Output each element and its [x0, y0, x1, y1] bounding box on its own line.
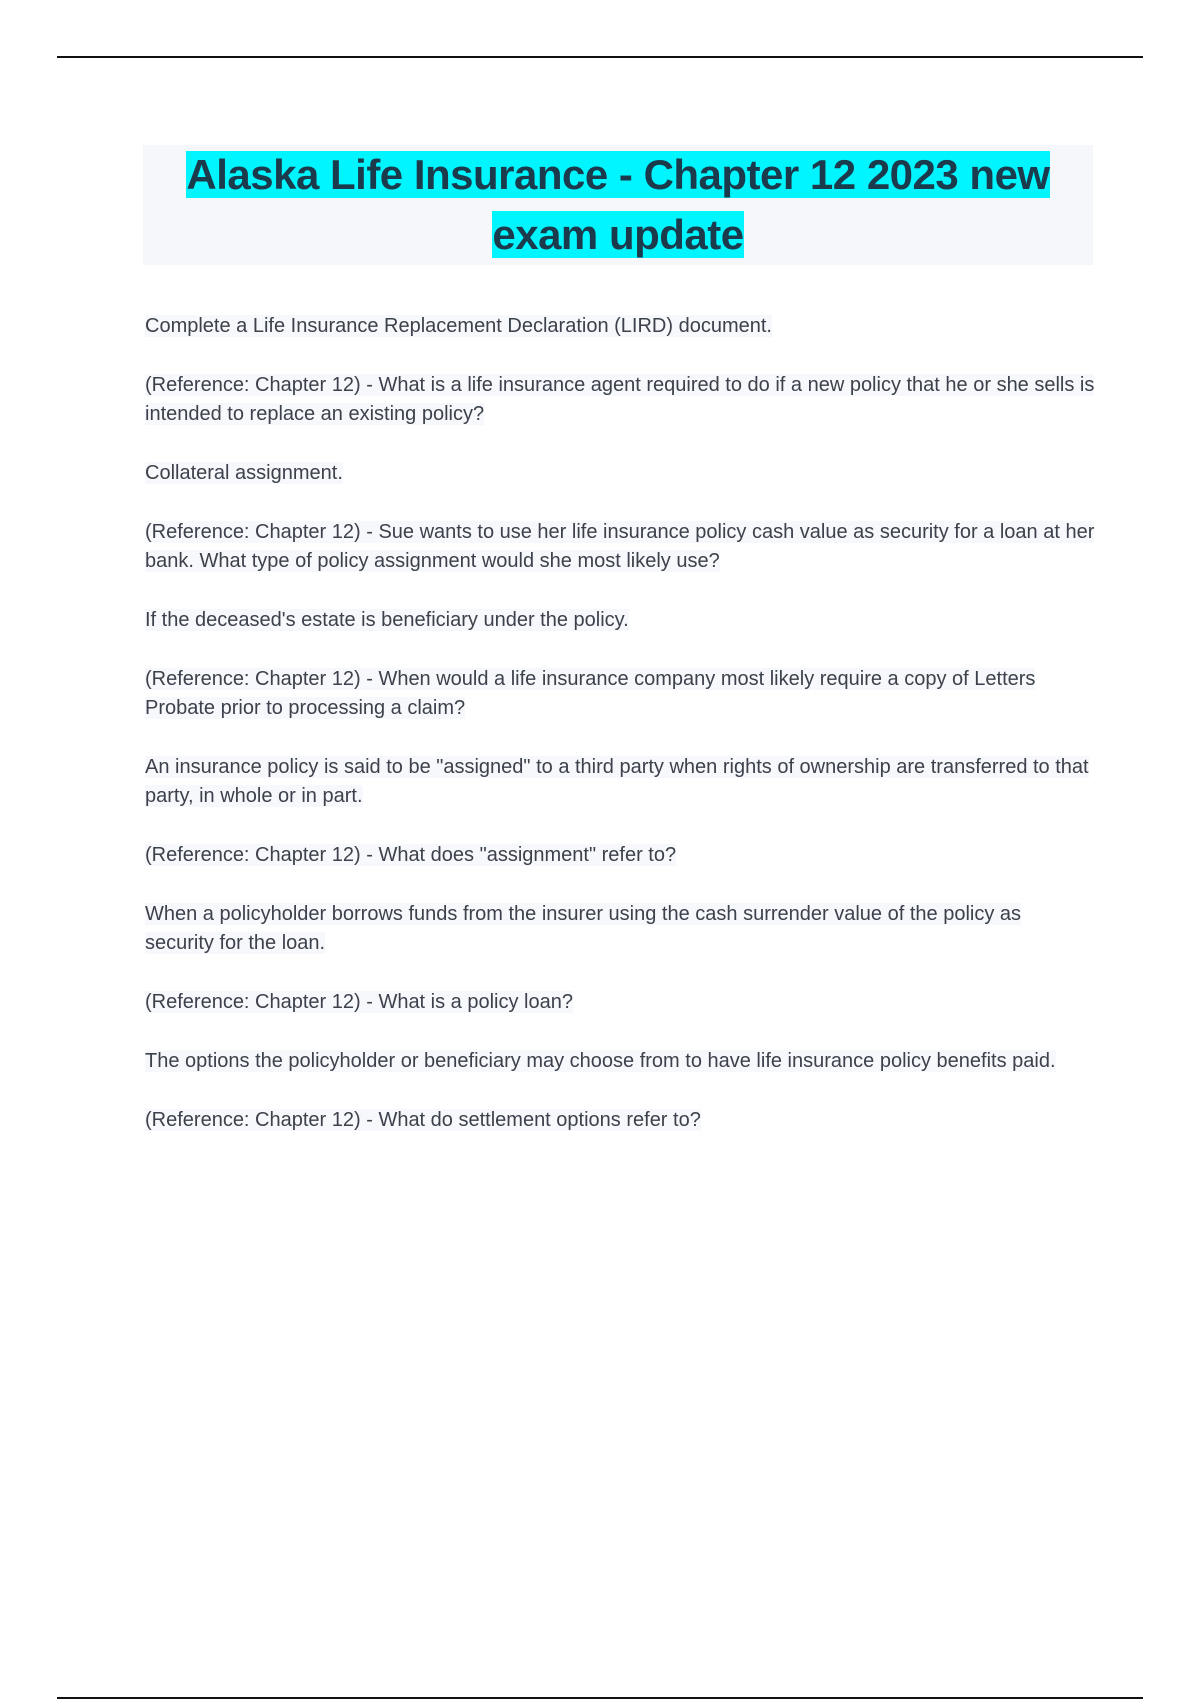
- question-paragraph: [145, 988, 1095, 1017]
- answer-paragraph: [145, 753, 1095, 811]
- question-paragraph: [145, 665, 1095, 723]
- bottom-rule: [57, 1697, 1143, 1699]
- question-paragraph: [145, 1106, 1095, 1135]
- title-block: [143, 145, 1093, 265]
- paragraph-text: Complete a Life Insurance Replacement Declaration (LIRD) document.: [145, 315, 772, 337]
- paragraph-text: Collateral assignment.: [145, 462, 343, 484]
- paragraph-text: When a policyholder borrows funds from the insurer using the cash surrender value of the policy as security for the loan.: [145, 903, 1022, 954]
- answer-paragraph: [145, 1047, 1095, 1076]
- top-rule: [57, 56, 1143, 58]
- paragraph-text: (Reference: Chapter 12) - When would a life insurance company most likely require a copy of Letters Probate prior to processing a claim?: [145, 668, 1036, 719]
- answer-paragraph: [145, 606, 1095, 635]
- paragraph-text: An insurance policy is said to be "assigned" to a third party when rights of ownership are transferred to that party, in whole or in part.: [145, 756, 1089, 807]
- question-paragraph: [145, 371, 1095, 429]
- answer-paragraph: [145, 900, 1095, 958]
- question-paragraph: [145, 841, 1095, 870]
- paragraph-text: (Reference: Chapter 12) - What is a policy loan?: [145, 991, 573, 1013]
- paragraph-text: (Reference: Chapter 12) - What does "assignment" refer to?: [145, 844, 677, 866]
- paragraph-text: The options the policyholder or beneficiary may choose from to have life insurance policy benefits paid.: [145, 1050, 1056, 1072]
- paragraph-text: (Reference: Chapter 12) - Sue wants to use her life insurance policy cash value as security for a loan at her bank. What type of policy assignment would she most likely use?: [145, 521, 1095, 572]
- paragraph-text: (Reference: Chapter 12) - What is a life insurance agent required to do if a new policy that he or she sells is intended to replace an existing policy?: [145, 374, 1095, 425]
- answer-paragraph: [145, 459, 1095, 488]
- answer-paragraph: [145, 312, 1095, 341]
- document-title: Alaska Life Insurance - Chapter 12 2023 new exam update: [186, 151, 1050, 258]
- question-paragraph: [145, 518, 1095, 576]
- paragraph-text: (Reference: Chapter 12) - What do settlement options refer to?: [145, 1109, 701, 1131]
- qa-content: [145, 312, 1095, 1165]
- paragraph-text: If the deceased's estate is beneficiary under the policy.: [145, 609, 629, 631]
